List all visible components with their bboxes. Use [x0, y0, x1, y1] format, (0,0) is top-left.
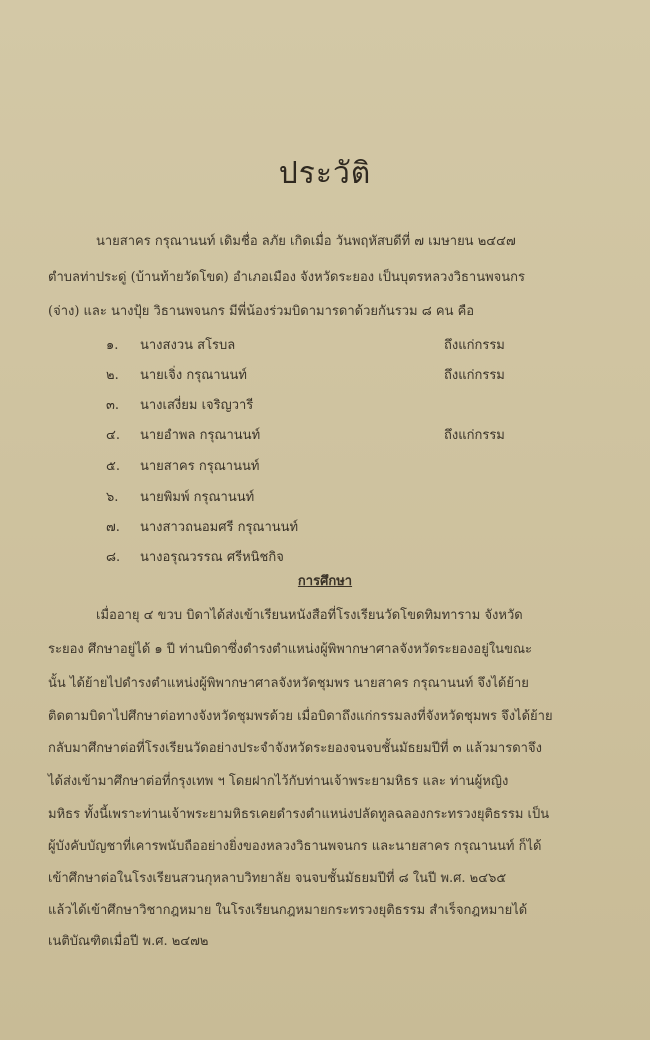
page-title: ประวัติ [278, 156, 372, 191]
list-item [106, 546, 566, 564]
list-item [106, 334, 566, 352]
education-line: ผู้บังคับบัญชาที่เคารพนับถืออย่างยิ่งของหลวงวิธานพจนกร และนายสาคร กรุณานนท์ ก็ได้ [48, 839, 542, 854]
list-item [106, 364, 566, 382]
list-item [106, 516, 566, 534]
list-item [106, 455, 566, 473]
list-item-number: ๗. [106, 520, 120, 535]
education-line: ระยอง ศึกษาอยู่ได้ ๑ ปี ท่านบิดาซึ่งดำรงตำแหน่งผู้พิพากษาศาลจังหวัดระยองอยู่ในขณะ [48, 642, 533, 657]
list-item-name: นางสงวน สโรบล [140, 338, 236, 353]
list-item-number: ๕. [106, 459, 120, 474]
list-item-number: ๒. [106, 368, 119, 383]
list-item-name: นางสาวถนอมศรี กรุณานนท์ [140, 520, 299, 535]
list-item-name: นายเจิ่ง กรุณานนท์ [140, 368, 247, 383]
intro-line-1: นายสาคร กรุณานนท์ เดิมชื่อ ลภัย เกิดเมื่อ วันพฤหัสบดีที่ ๗ เมษายน ๒๔๔๗ [96, 234, 516, 249]
list-item [106, 424, 566, 442]
education-line: กลับมาศึกษาต่อที่โรงเรียนวัดอย่างประจำจังหวัดระยองจนจบชั้นมัธยมปีที่ ๓ แล้วมารดาจึง [48, 741, 542, 756]
list-item-note: ถึงแก่กรรม [444, 368, 505, 383]
list-item-note: ถึงแก่กรรม [444, 338, 505, 353]
education-line: มหิธร ทั้งนี้เพราะท่านเจ้าพระยามหิธรเคยดำรงตำแหน่งปลัดทูลฉลองกระทรวงยุติธรรม เป็น [48, 807, 550, 822]
list-item-number: ๖. [106, 490, 119, 505]
intro-line-3: (จ่าง) และ นางปุ้ย วิธานพจนกร มีพี่น้องร่วมบิดามารดาด้วยกันรวม ๘ คน คือ [48, 304, 475, 319]
list-item-name: นางเสงี่ยม เจริญวารี [140, 398, 254, 413]
education-line: ได้ส่งเข้ามาศึกษาต่อที่กรุงเทพ ฯ โดยฝากไว้กับท่านเจ้าพระยามหิธร และ ท่านผู้หญิง [48, 774, 509, 789]
education-line: นั้น ได้ย้ายไปดำรงตำแหน่งผู้พิพากษาศาลจังหวัดชุมพร นายสาคร กรุณานนท์ จึงได้ย้าย [48, 676, 529, 691]
list-item-name: นายสาคร กรุณานนท์ [140, 459, 260, 474]
list-item-name: นายพิมพ์ กรุณานนท์ [140, 490, 255, 505]
education-line: แล้วได้เข้าศึกษาวิชากฎหมาย ในโรงเรียนกฎหมายกระทรวงยุติธรรม สำเร็จกฎหมายได้ [48, 903, 528, 918]
list-item-name: นางอรุณวรรณ ศรีหนิชกิจ [140, 550, 284, 565]
list-item-name: นายอำพล กรุณานนท์ [140, 428, 261, 443]
education-line: เนติบัณฑิตเมื่อปี พ.ศ. ๒๔๗๒ [48, 934, 209, 949]
list-item-number: ๑. [106, 338, 119, 353]
list-item-number: ๓. [106, 398, 120, 413]
intro-line-2: ตำบลท่าประดู่ (บ้านท้ายวัดโขด) อำเภอเมือง จังหวัดระยอง เป็นบุตรหลวงวิธานพจนกร [48, 270, 526, 285]
education-line: เข้าศึกษาต่อในโรงเรียนสวนกุหลาบวิทยาลัย จนจบชั้นมัธยมปีที่ ๘ ในปี พ.ศ. ๒๔๖๕ [48, 871, 507, 886]
education-line: เมื่ออายุ ๔ ขวบ บิดาได้ส่งเข้าเรียนหนังสือที่โรงเรียนวัดโขดทิมทาราม จังหวัด [96, 608, 523, 623]
list-item-number: ๘. [106, 550, 121, 565]
education-line: ติดตามบิดาไปศึกษาต่อทางจังหวัดชุมพรด้วย เมื่อบิดาถึงแก่กรรมลงที่จังหวัดชุมพร จึงได้ย้าย [48, 709, 553, 724]
list-item [106, 394, 566, 412]
list-item-number: ๔. [106, 428, 120, 443]
list-item-note: ถึงแก่กรรม [444, 428, 505, 443]
list-item [106, 486, 566, 504]
section-heading-education: การศึกษา [297, 574, 353, 589]
